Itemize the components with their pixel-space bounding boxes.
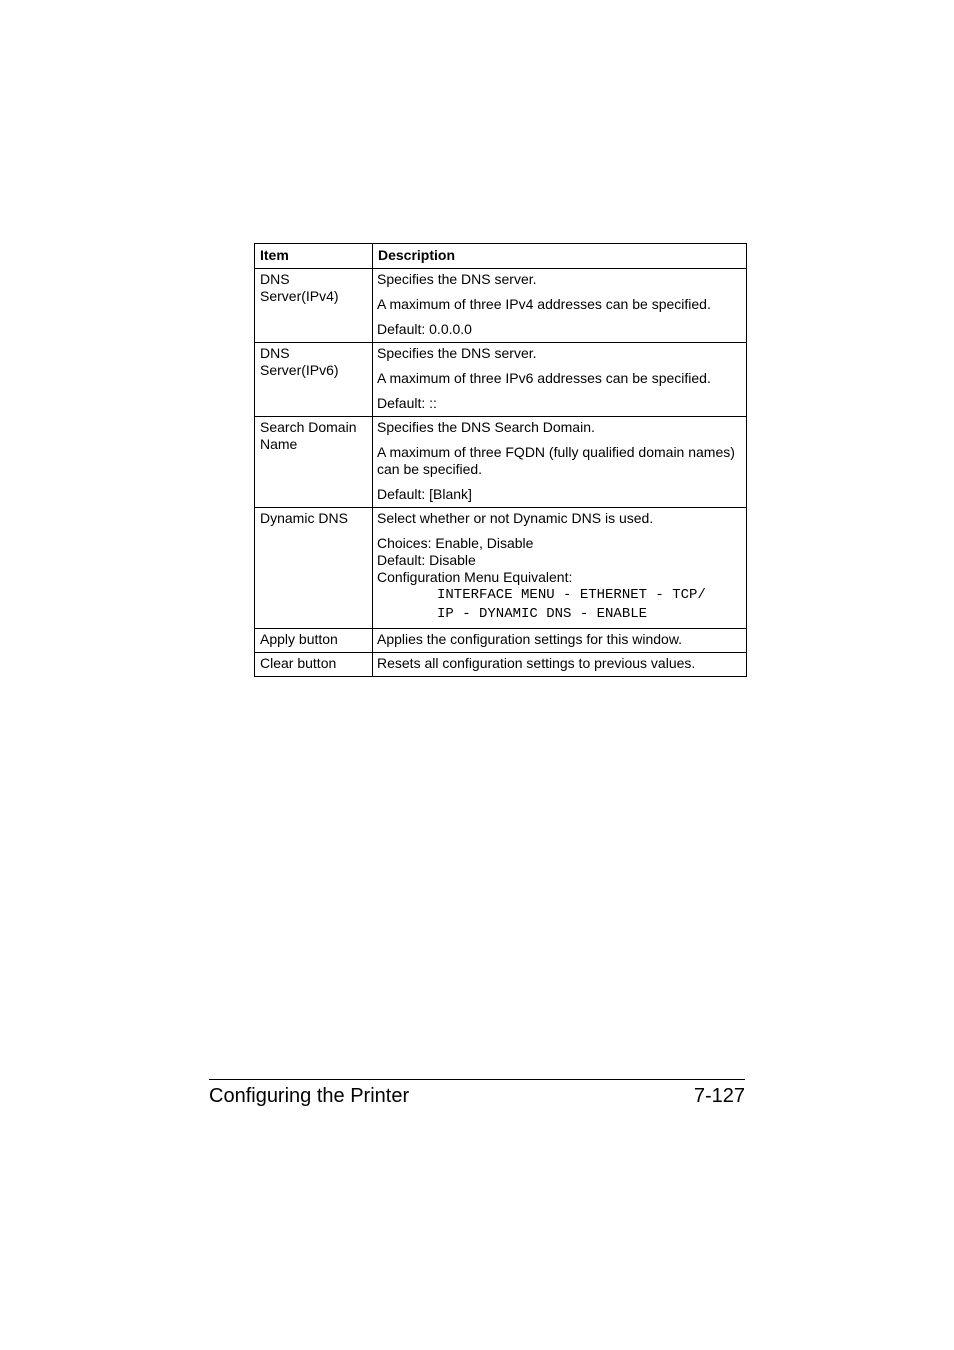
item-label-line: Server(IPv4) — [260, 288, 339, 304]
item-label-line: Name — [260, 436, 298, 452]
item-cell — [255, 629, 373, 653]
item-cell — [255, 653, 373, 677]
item-cell — [255, 417, 373, 508]
default-value: Default: [Blank] — [377, 486, 472, 502]
page-number: 7-127 — [693, 1085, 745, 1107]
table-header-row — [255, 244, 747, 269]
description-paragraph: A maximum of three IPv6 addresses can be specified. — [377, 370, 711, 386]
description-cell — [373, 417, 747, 508]
settings-table-container — [254, 243, 746, 677]
choices-block — [377, 535, 742, 624]
menu-equivalent-label: Configuration Menu Equivalent: — [377, 569, 573, 585]
table-row — [255, 508, 747, 629]
item-label-line: Clear button — [260, 655, 337, 671]
page-footer — [209, 1079, 745, 1110]
table-row — [255, 653, 747, 677]
description-paragraph: A maximum of three IPv4 addresses can be specified. — [377, 296, 711, 312]
description-cell — [373, 343, 747, 417]
table-row — [255, 629, 747, 653]
description-paragraph: Specifies the DNS Search Domain. — [377, 419, 595, 435]
description-cell — [373, 629, 747, 653]
footer-title: Configuring the Printer — [209, 1085, 410, 1107]
item-label-line: Apply button — [260, 631, 338, 647]
choices-line: Choices: Enable, Disable — [377, 535, 534, 551]
item-cell — [255, 508, 373, 629]
default-value: Default: 0.0.0.0 — [377, 321, 472, 337]
item-cell — [255, 269, 373, 343]
item-cell — [255, 343, 373, 417]
default-value: Default: :: — [377, 395, 437, 411]
table-row — [255, 343, 747, 417]
menu-path-line: INTERFACE MENU - ETHERNET - TCP/ — [437, 587, 706, 603]
description-paragraph: Specifies the DNS server. — [377, 271, 537, 287]
table-row — [255, 269, 747, 343]
menu-path-line: IP - DYNAMIC DNS - ENABLE — [437, 606, 648, 622]
dns-settings-table — [254, 243, 747, 677]
description-paragraph: Resets all configuration settings to previous values. — [377, 655, 696, 671]
header-description: Description — [373, 244, 747, 269]
description-paragraph: A maximum of three FQDN (fully qualified domain names) can be specified. — [377, 444, 735, 477]
item-label-line: Search Domain — [260, 419, 357, 435]
description-cell — [373, 508, 747, 629]
item-label-line: DNS — [260, 345, 290, 361]
item-label-line: DNS — [260, 271, 290, 287]
table-row — [255, 417, 747, 508]
description-cell — [373, 653, 747, 677]
header-item: Item — [255, 244, 373, 269]
item-label-line: Server(IPv6) — [260, 362, 339, 378]
item-label-line: Dynamic DNS — [260, 510, 348, 526]
description-paragraph: Select whether or not Dynamic DNS is used. — [377, 510, 654, 526]
default-value: Default: Disable — [377, 552, 476, 568]
description-paragraph: Specifies the DNS server. — [377, 345, 537, 361]
description-paragraph: Applies the configuration settings for this window. — [377, 631, 683, 647]
description-cell — [373, 269, 747, 343]
